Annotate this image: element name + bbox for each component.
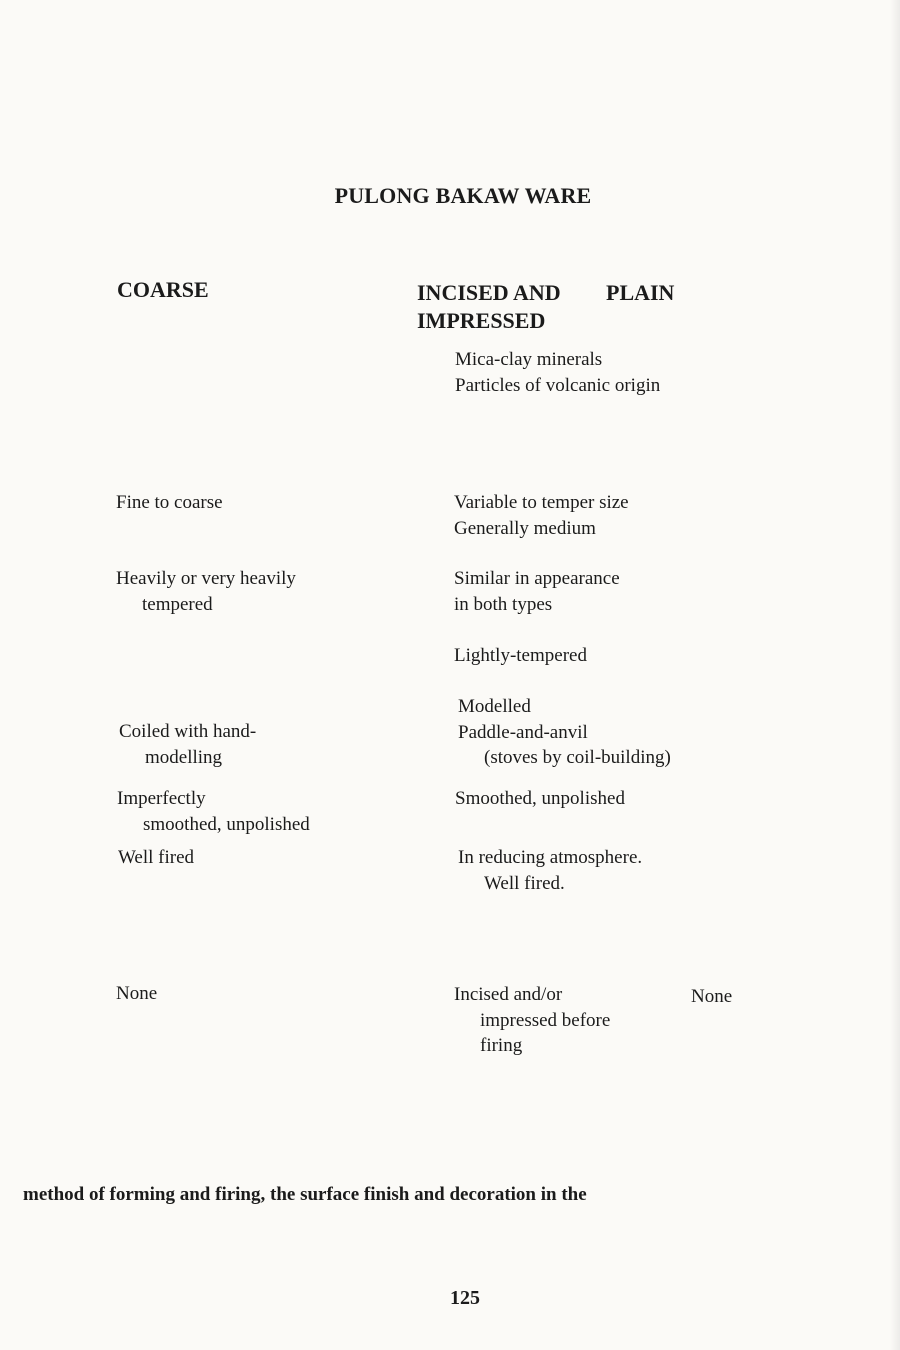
decoration-coarse: None — [116, 983, 158, 1004]
column-header-coarse: COARSE — [117, 277, 209, 302]
forming-line: Modelled — [458, 696, 531, 717]
forming-coarse-line: Coiled with hand- — [119, 721, 257, 742]
page-title: PULONG BAKAW WARE — [334, 183, 592, 208]
temper-size-line: Variable to temper size — [454, 492, 629, 513]
temper-amount-coarse-line: Heavily or very heavily — [116, 568, 296, 589]
forming-incised — [458, 694, 671, 771]
forming-coarse-line: modelling — [145, 746, 223, 768]
decoration-line: Incised and/or — [454, 984, 563, 1005]
forming-line: Paddle-and-anvil — [458, 721, 588, 743]
temper-composition-line: Mica-clay minerals — [455, 349, 603, 370]
temper-amount-lightly: Lightly-tempered — [454, 645, 587, 666]
forming-coarse — [119, 719, 256, 770]
temper-amount-coarse-line: tempered — [142, 593, 213, 615]
page-number: 125 — [450, 1287, 480, 1309]
surface-coarse-line: smoothed, unpolished — [143, 813, 310, 835]
column-header-plain: PLAIN — [606, 280, 675, 305]
firing-coarse: Well fired — [118, 847, 195, 868]
temper-size-coarse-line: Fine to coarse — [116, 492, 223, 513]
temper-amount-coarse — [116, 566, 296, 617]
temper-size-incised — [454, 490, 629, 541]
decoration-plain: None — [691, 986, 733, 1007]
forming-line: (stoves by coil-building) — [484, 747, 671, 768]
footer-text: method of forming and firing, the surface finish and decoration in the — [23, 1184, 587, 1205]
decoration-line: impressed before — [480, 1009, 611, 1031]
temper-amount-line: Similar in appearance — [454, 568, 620, 589]
surface-coarse — [117, 786, 310, 837]
decoration-incised — [454, 982, 610, 1059]
surface-incised: Smoothed, unpolished — [455, 788, 625, 809]
temper-size-line: Generally medium — [454, 517, 596, 539]
temper-amount-incised — [454, 566, 620, 617]
temper-amount-line: in both types — [454, 593, 553, 615]
firing-incised — [458, 845, 642, 896]
temper-composition-line: Particles of volcanic origin — [455, 374, 661, 396]
firing-line: In reducing atmosphere. — [458, 847, 643, 868]
decoration-line: firing — [480, 1035, 523, 1056]
column-header-incised-line1: INCISED AND — [417, 280, 561, 305]
column-header-incised-line2: IMPRESSED — [417, 308, 546, 333]
firing-line: Well fired. — [484, 872, 565, 894]
temper-size-coarse — [116, 490, 223, 516]
column-header-incised-impressed — [417, 279, 561, 335]
surface-coarse-line: Imperfectly — [117, 788, 206, 809]
temper-composition-incised — [455, 347, 660, 398]
